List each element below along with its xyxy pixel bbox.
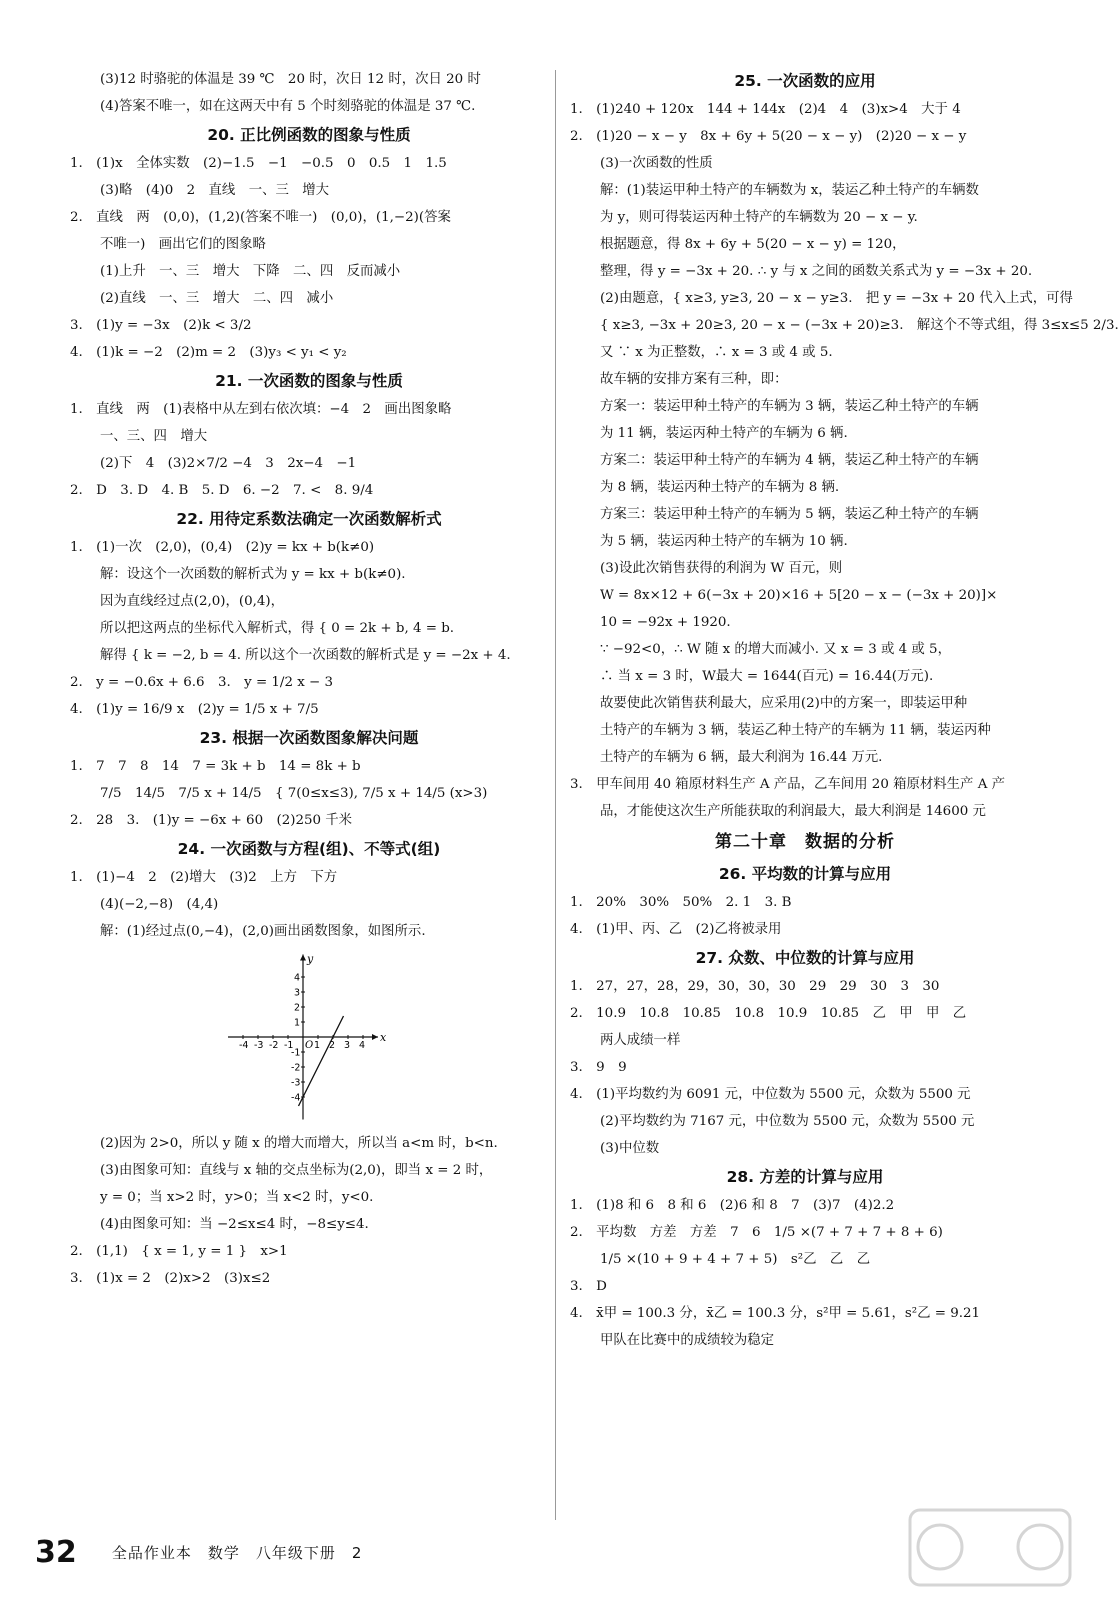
x-axis-arrow — [372, 1034, 378, 1040]
answer-line: (1)上升 一、三 增大 下降 二、四 反而减小 — [100, 264, 401, 279]
answer-line: 1/5 ×(10 + 9 + 4 + 7 + 5) s²乙 乙 乙 — [600, 1252, 871, 1267]
answer-line: 又 ∵ x 为正整数，∴ x = 3 或 4 或 5. — [600, 345, 833, 360]
watermark-stamp — [900, 1500, 1080, 1595]
y-tick-label: 4 — [294, 972, 301, 984]
answer-line: 3. 9 9 — [570, 1060, 627, 1075]
answer-line: 解得 { k = −2, b = 4. 所以这个一次函数的解析式是 y = −2x + 4. — [100, 648, 511, 663]
x-tick-label: -1 — [284, 1040, 294, 1051]
answer-line: 根据题意，得 8x + 6y + 5(20 − x − y) = 120， — [600, 237, 906, 252]
y-tick-label: -3 — [291, 1077, 301, 1089]
graph-svg — [225, 949, 385, 1124]
y-tick-label: 3 — [294, 987, 301, 999]
answer-line: 4. (1)甲、丙、乙 (2)乙将被录用 — [570, 922, 782, 937]
answer-line: 4. (1)k = −2 (2)m = 2 (3)y₃ < y₁ < y₂ — [70, 345, 347, 360]
answer-line: 甲队在比赛中的成绩较为稳定 — [600, 1333, 775, 1348]
answer-line: 方案一：装运甲种土特产的车辆为 3 辆，装运乙种土特产的车辆 — [600, 399, 979, 414]
answer-line: 因为直线经过点(2,0)，(0,4)， — [100, 594, 285, 609]
origin-label: O — [305, 1040, 314, 1051]
x-tick-label: 4 — [359, 1040, 366, 1051]
answer-line: (4)答案不唯一，如在这两天中有 5 个时刻骆驼的体温是 37 ℃. — [100, 99, 476, 114]
answer-line: { x≥3, −3x + 20≥3, 20 − x − (−3x + 20)≥3. 解这个不等式组，得 3≤x≤5 2/3. — [600, 318, 1119, 333]
function-line — [299, 1016, 344, 1106]
answer-line: (2)直线 一、三 增大 二、四 减小 — [100, 291, 334, 306]
answer-line: 2. 平均数 方差 方差 7 6 1/5 ×(7 + 7 + 7 + 8 + 6) — [570, 1225, 943, 1240]
answer-line: (3)由图象可知：直线与 x 轴的交点坐标为(2,0)，即当 x = 2 时， — [100, 1163, 493, 1178]
answer-line: 3. 甲车间用 40 箱原材料生产 A 产品，乙车间用 20 箱原材料生产 A 产 — [570, 777, 1006, 792]
answer-line: 方案二：装运甲种土特产的车辆为 4 辆，装运乙种土特产的车辆 — [600, 453, 979, 468]
answer-line: 4. x̄甲 = 100.3 分，x̄乙 = 100.3 分，s²甲 = 5.61，s²乙 = 9.21 — [570, 1306, 981, 1321]
answer-line: 所以把这两点的坐标代入解析式，得 { 0 = 2k + b, 4 = b. — [100, 621, 455, 636]
answer-line: 土特产的车辆为 6 辆，最大利润为 16.44 万元. — [600, 750, 883, 765]
answer-line: 1. 直线 两 (1)表格中从左到右依次填：−4 2 画出图象略 — [70, 402, 452, 417]
answer-line: (2)平均数约为 7167 元，中位数为 5500 元，众数为 5500 元 — [600, 1114, 975, 1129]
answer-line: 故车辆的安排方案有三种，即： — [600, 372, 788, 387]
y-tick-label: 2 — [294, 1002, 301, 1014]
answer-line: 解：(1)经过点(0,−4)，(2,0)画出函数图象，如图所示. — [100, 924, 426, 939]
answer-line: 为 8 辆，装运丙种土特产的车辆为 8 辆. — [600, 480, 840, 495]
answer-line: 1. (1)−4 2 (2)增大 (3)2 上方 下方 — [70, 870, 338, 885]
answer-line: 2. 28 3. (1)y = −6x + 60 (2)250 千米 — [70, 813, 353, 828]
answer-line: 7/5 14/5 7/5 x + 14/5 { 7(0≤x≤3), 7/5 x + 14/5 (x>3) — [100, 786, 488, 801]
chapter-heading: 第二十章 数据的分析 — [715, 832, 895, 852]
answer-line: 2. (1,1) { x = 1, y = 1 } x>1 — [70, 1244, 288, 1259]
answer-line: 2. D 3. D 4. B 5. D 6. −2 7. < 8. 9/4 — [70, 483, 374, 498]
y-tick-label: 1 — [294, 1017, 301, 1029]
book-title: 全品作业本 数学 八年级下册 2 — [111, 1544, 363, 1562]
answer-line: 1. 27，27，28，29，30，30，30 29 29 30 3 30 — [570, 979, 940, 994]
answer-line: 10 = −92x + 1920. — [600, 615, 731, 630]
x-tick-label: 2 — [329, 1040, 336, 1051]
answer-line: (3)一次函数的性质 — [600, 156, 713, 171]
answer-line: 4. (1)y = 16/9 x (2)y = 1/5 x + 7/5 — [70, 702, 319, 717]
section-heading: 23. 根据一次函数图象解决问题 — [199, 729, 419, 747]
answer-line: 为 5 辆，装运丙种土特产的车辆为 10 辆. — [600, 534, 848, 549]
answer-line: y = 0；当 x>2 时，y>0；当 x<2 时，y<0. — [100, 1190, 374, 1205]
x-axis-label: x — [380, 1031, 387, 1044]
answer-line: (3)12 时骆驼的体温是 39 ℃ 20 时，次日 12 时，次日 20 时 — [100, 72, 481, 87]
answer-line: 方案三：装运甲种土特产的车辆为 5 辆，装运乙种土特产的车辆 — [600, 507, 979, 522]
answer-line: (2)下 4 (3)2×7/2 −4 3 2x−4 −1 — [100, 456, 357, 471]
answer-line: (2)因为 2>0，所以 y 随 x 的增大而增大，所以当 a<m 时，b<n. — [100, 1136, 498, 1151]
answer-line: (4)(−2,−8) (4,4) — [100, 897, 219, 912]
x-tick-label: -4 — [239, 1040, 249, 1051]
left-column — [70, 66, 548, 1292]
answer-line: 3. (1)y = −3x (2)k < 3/2 — [70, 318, 252, 333]
answer-line: 解：设这个一次函数的解析式为 y = kx + b(k≠0). — [100, 567, 406, 582]
section-heading: 27. 众数、中位数的计算与应用 — [695, 949, 915, 967]
answer-line: (4)由图象可知：当 −2≤x≤4 时，−8≤y≤4. — [100, 1217, 369, 1232]
page-footer — [35, 1535, 362, 1575]
answer-line: 为 y，则可得装运丙种土特产的车辆数为 20 − x − y. — [600, 210, 918, 225]
answer-line: (3)中位数 — [600, 1141, 660, 1156]
answer-line: (2)由题意，{ x≥3, y≥3, 20 − x − y≥3. 把 y = −3x + 20 代入上式，可得 — [600, 291, 1073, 306]
section-heading: 21. 一次函数的图象与性质 — [215, 372, 403, 390]
answer-line: 一、三、四 增大 — [100, 429, 208, 444]
answer-line: 两人成绩一样 — [600, 1033, 681, 1048]
answer-line: (3)略 (4)0 2 直线 一、三 增大 — [100, 183, 330, 198]
function-graph — [70, 945, 548, 1130]
answer-line: 3. D — [570, 1279, 607, 1294]
answer-line: 1. (1)x 全体实数 (2)−1.5 −1 −0.5 0 0.5 1 1.5 — [70, 156, 447, 171]
section-heading: 24. 一次函数与方程(组)、不等式(组) — [177, 840, 441, 858]
answer-line: 1. (1)240 + 120x 144 + 144x (2)4 4 (3)x>4 大于 4 — [570, 102, 961, 117]
section-heading: 25. 一次函数的应用 — [734, 72, 876, 90]
x-tick-label: -2 — [269, 1040, 279, 1051]
x-tick-label: 3 — [344, 1040, 351, 1051]
answer-line: 3. (1)x = 2 (2)x>2 (3)x≤2 — [70, 1271, 271, 1286]
column-divider — [555, 70, 556, 1520]
answer-line: 为 11 辆，装运丙种土特产的车辆为 6 辆. — [600, 426, 848, 441]
answer-line: 解：(1)装运甲种土特产的车辆数为 x，装运乙种土特产的车辆数 — [600, 183, 979, 198]
answer-line: 2. y = −0.6x + 6.6 3. y = 1/2 x − 3 — [70, 675, 334, 690]
answer-line: 1. 7 7 8 14 7 = 3k + b 14 = 8k + b — [70, 759, 361, 774]
answer-line: ∴ 当 x = 3 时，W最大 = 1644(百元) = 16.44(万元). — [600, 669, 934, 684]
answer-line: 1. (1)一次 (2,0)，(0,4) (2)y = kx + b(k≠0) — [70, 540, 375, 555]
answer-line: 土特产的车辆为 3 辆，装运乙种土特产的车辆为 11 辆，装运丙种 — [600, 723, 991, 738]
answer-line: 整理，得 y = −3x + 20. ∴ y 与 x 之间的函数关系式为 y = −3x + 20. — [600, 264, 1033, 279]
section-heading: 26. 平均数的计算与应用 — [718, 865, 892, 883]
answer-line: 故要使此次销售获利最大，应采用(2)中的方案一，即装运甲种 — [600, 696, 968, 711]
answer-line: 2. 10.9 10.8 10.85 10.8 10.9 10.85 乙 甲 甲 乙 — [570, 1006, 967, 1021]
y-axis-label: y — [307, 952, 314, 966]
answer-line: 1. (1)8 和 6 8 和 6 (2)6 和 8 7 (3)7 (4)2.2 — [570, 1198, 895, 1213]
answer-line: W = 8x×12 + 6(−3x + 20)×16 + 5[20 − x − (−3x + 20)]× — [600, 588, 998, 603]
answer-line: 品，才能使这次生产所能获取的利润最大，最大利润是 14600 元 — [600, 804, 986, 819]
answer-line: (3)设此次销售获得的利润为 W 百元，则 — [600, 561, 843, 576]
y-tick-label: -4 — [291, 1092, 301, 1104]
answer-line: 不唯一) 画出它们的图象略 — [100, 237, 266, 252]
section-heading: 28. 方差的计算与应用 — [726, 1168, 884, 1186]
x-tick-label: 1 — [314, 1040, 321, 1051]
x-tick-label: -3 — [254, 1040, 264, 1051]
answer-line: 2. 直线 两 (0,0)，(1,2)(答案不唯一) (0,0)，(1,−2)(答案 — [70, 210, 451, 225]
section-heading: 20. 正比例函数的图象与性质 — [207, 126, 411, 144]
answer-line: ∵ −92<0，∴ W 随 x 的增大而减小. 又 x = 3 或 4 或 5， — [600, 642, 951, 657]
answer-line: 4. (1)平均数约为 6091 元，中位数为 5500 元，众数为 5500 元 — [570, 1087, 971, 1102]
answer-line: 2. (1)20 − x − y 8x + 6y + 5(20 − x − y) (2)20 − x − y — [570, 129, 967, 144]
page-number: 32 — [35, 1535, 77, 1570]
y-tick-label: -1 — [291, 1047, 301, 1059]
y-tick-label: -2 — [291, 1062, 301, 1074]
right-column — [570, 66, 1119, 1354]
answer-line: 1. 20% 30% 50% 2. 1 3. B — [570, 895, 792, 910]
y-axis-arrow — [300, 955, 306, 961]
section-heading: 22. 用待定系数法确定一次函数解析式 — [176, 510, 442, 528]
